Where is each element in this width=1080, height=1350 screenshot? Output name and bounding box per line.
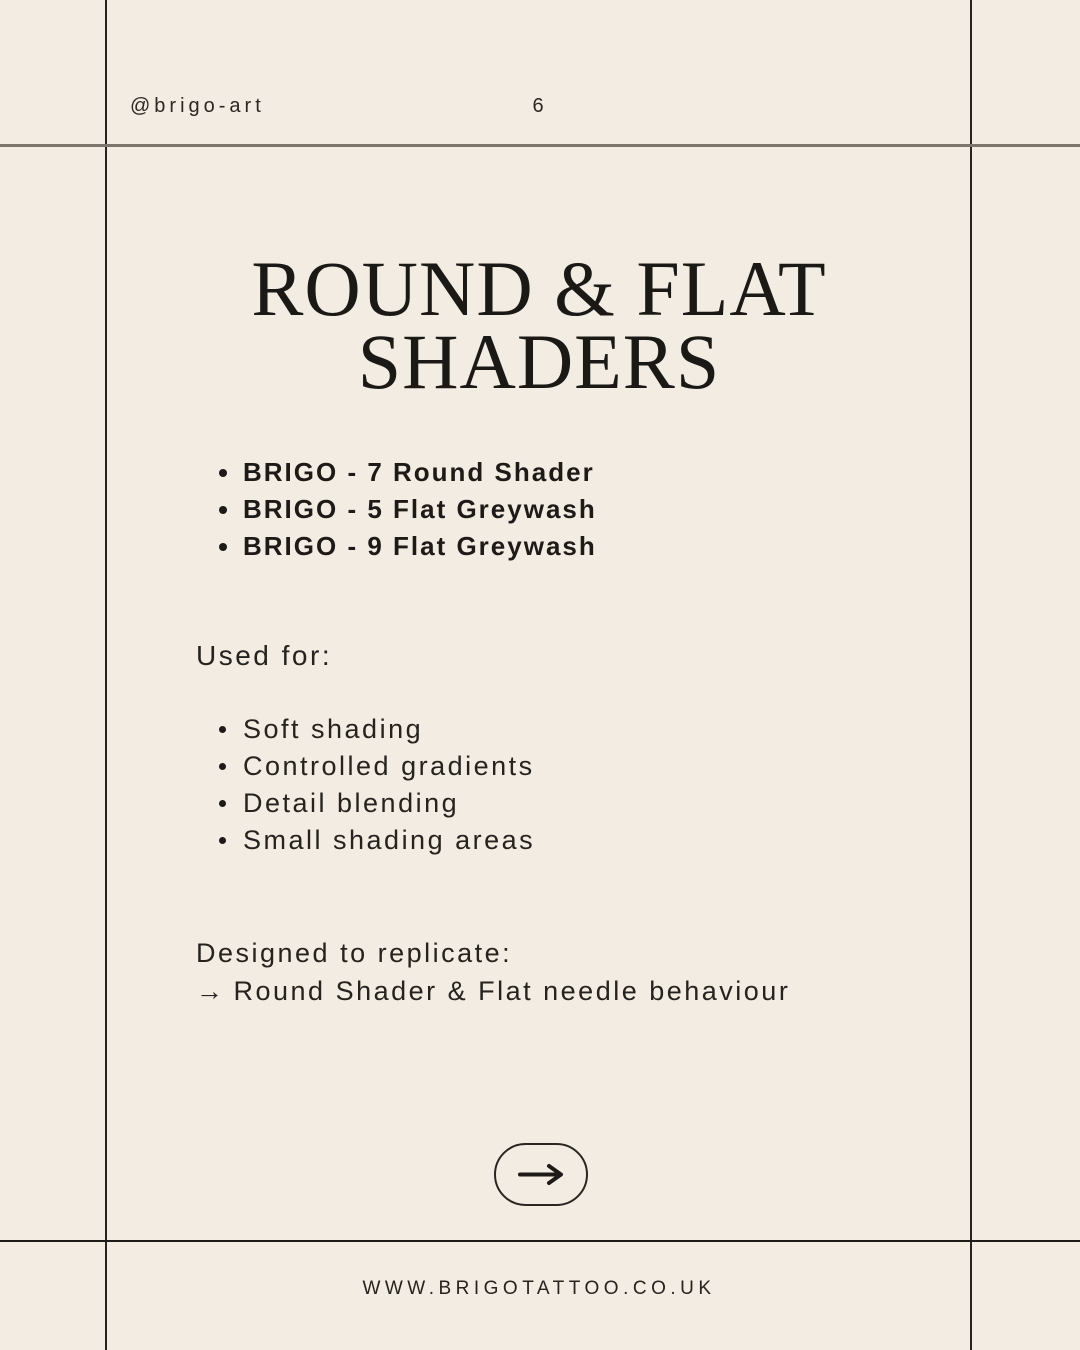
used-for-list-item	[219, 711, 535, 748]
frame-line-right	[970, 0, 972, 1350]
used-for-list	[219, 711, 535, 859]
product-label: BRIGO - 9 Flat Greywash	[243, 531, 597, 561]
frame-line-left	[105, 0, 107, 1350]
bullet-icon	[219, 800, 226, 807]
bullet-icon	[219, 763, 226, 770]
website-url: WWW.BRIGOTATTOO.CO.UK	[362, 1278, 716, 1299]
designed-heading: Designed to replicate:	[196, 938, 513, 968]
page-number: 6	[532, 95, 546, 117]
product-label: BRIGO - 5 Flat Greywash	[243, 494, 597, 524]
product-list-item	[219, 454, 597, 491]
designed-to-replicate-block	[196, 934, 790, 1010]
bullet-icon	[219, 543, 227, 551]
used-for-label: Soft shading	[243, 714, 424, 744]
designed-detail-text: Round Shader & Flat needle behaviour	[233, 976, 791, 1006]
bullet-icon	[219, 506, 227, 514]
social-handle: @brigo-art	[130, 95, 265, 117]
products-list	[219, 454, 597, 565]
bullet-icon	[219, 726, 226, 733]
arrow-right-icon	[517, 1163, 565, 1186]
used-for-heading: Used for:	[196, 640, 333, 671]
used-for-label: Controlled gradients	[243, 751, 535, 781]
product-list-item	[219, 528, 597, 565]
bullet-icon	[219, 837, 226, 844]
page-title-line2: SHADERS	[357, 318, 721, 406]
used-for-label: Detail blending	[243, 788, 460, 818]
arrow-right-glyph: →	[196, 976, 226, 1006]
used-for-label: Small shading areas	[243, 825, 536, 855]
used-for-list-item	[219, 748, 535, 785]
designed-detail-line	[196, 972, 790, 1010]
page-title-line1: ROUND & FLAT	[251, 245, 827, 333]
used-for-list-item	[219, 785, 535, 822]
next-slide-button[interactable]	[494, 1143, 588, 1206]
product-list-item	[219, 491, 597, 528]
bullet-icon	[219, 469, 227, 477]
used-for-list-item	[219, 822, 535, 859]
frame-line-bottom	[0, 1240, 1080, 1242]
product-label: BRIGO - 7 Round Shader	[243, 457, 595, 487]
frame-line-top	[0, 144, 1080, 147]
page-title	[106, 245, 972, 406]
